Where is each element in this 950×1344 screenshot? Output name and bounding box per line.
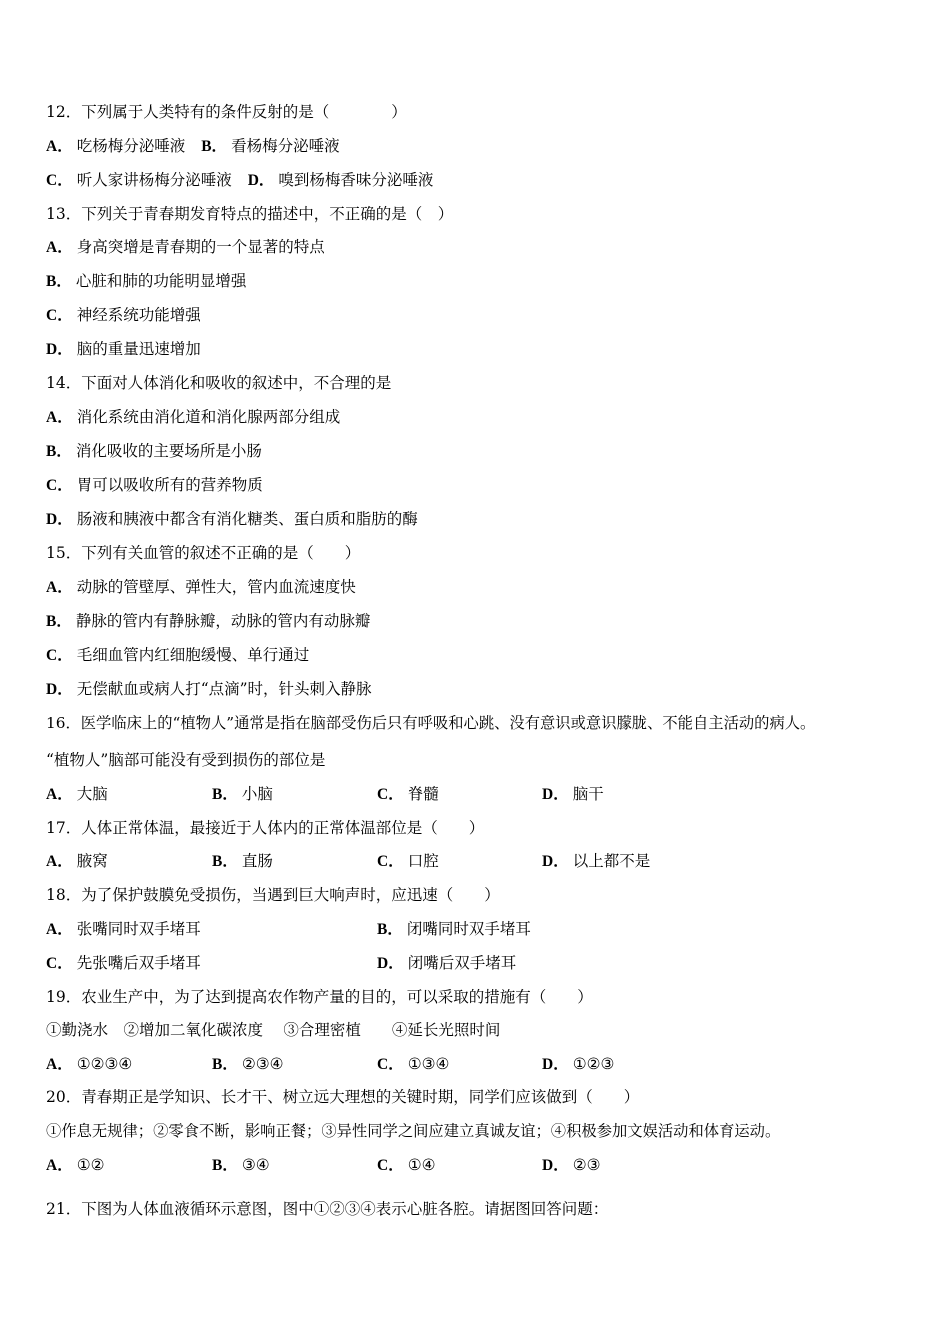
q16-stem-continued: “植物人”脑部可能没有受到损伤的部位是 [46, 751, 326, 769]
q19-d-text: ①②③ [572, 1055, 615, 1073]
q20-option-b [212, 1155, 270, 1176]
q15-d-text: 无偿献血或病人打“点滴”时，针头刺入静脉 [76, 680, 372, 698]
q20-a-label: A． [46, 1157, 73, 1174]
q12-options-cd [46, 170, 433, 191]
q19-c-text: ①③④ [407, 1055, 450, 1073]
q12-c-text: 听人家讲杨梅分泌唾液 [76, 171, 232, 189]
q20-b-label: B． [212, 1157, 238, 1174]
q17-option-c [377, 851, 439, 872]
q12-c-label: C． [46, 172, 73, 189]
q17-a-text: 腋窝 [76, 852, 108, 870]
q17-stem: 17．人体正常体温，最接近于人体内的正常体温部位是（ ） [46, 819, 485, 837]
q19-stem: 19．农业生产中，为了达到提高农作物产量的目的，可以采取的措施有（ ） [46, 988, 593, 1006]
q16-stem: 16．医学临床上的“植物人”通常是指在脑部受伤后只有呼吸和心跳、没有意识或意识朦胧、不能自主活动的病人。 [46, 714, 816, 732]
q12-d-text: 嗅到杨梅香味分泌唾液 [278, 171, 434, 189]
q18-stem: 18．为了保护鼓膜免受损伤，当遇到巨大响声时，应迅速（ ） [46, 886, 500, 904]
q14-option-b [46, 441, 262, 462]
q16-option-c [377, 784, 439, 805]
q16-option-d [542, 784, 604, 805]
q12-options-ab [46, 136, 340, 157]
q17-b-text: 直肠 [241, 852, 273, 870]
q20-option-a [46, 1155, 105, 1176]
q13-option-c [46, 305, 201, 326]
q13-b-label: B． [46, 273, 72, 290]
q21-stem: 21．下图为人体血液循环示意图，图中①②③④表示心脏各腔。请据图回答问题： [46, 1200, 609, 1218]
q16-option-a [46, 784, 108, 805]
q16-option-b [212, 784, 273, 805]
q13-c-label: C． [46, 307, 73, 324]
q14-option-c [46, 475, 263, 496]
q20-stem: 20．青春期正是学知识、长才干、树立远大理想的关键时期，同学们应该做到（ ） [46, 1088, 640, 1106]
q14-d-text: 肠液和胰液中都含有消化糖类、蛋白质和脂肪的酶 [76, 510, 418, 528]
q19-items: ①勤浇水 ②增加二氧化碳浓度 ③合理密植 ④延长光照时间 [46, 1021, 501, 1039]
q15-option-a [46, 577, 356, 598]
q15-a-text: 动脉的管壁厚、弹性大，管内血流速度快 [76, 578, 356, 596]
q18-d-text: 闭嘴后双手堵耳 [407, 954, 517, 972]
q15-c-text: 毛细血管内红细胞缓慢、单行通过 [76, 646, 310, 664]
q12-a-text: 吃杨梅分泌唾液 [76, 137, 186, 155]
q14-a-label: A． [46, 409, 73, 426]
q19-c-label: C． [377, 1056, 404, 1073]
q18-b-text: 闭嘴同时双手堵耳 [406, 920, 531, 938]
q19-option-b [212, 1054, 284, 1075]
q15-d-label: D． [46, 681, 73, 698]
q17-option-b [212, 851, 273, 872]
q18-option-b [377, 919, 531, 940]
q19-option-c [377, 1054, 449, 1075]
q20-d-label: D． [542, 1157, 569, 1174]
q14-b-text: 消化吸收的主要场所是小肠 [75, 442, 262, 460]
q16-d-text: 脑干 [572, 785, 604, 803]
q19-a-label: A． [46, 1056, 73, 1073]
q15-stem: 15．下列有关血管的叙述不正确的是（ ） [46, 544, 361, 562]
q13-d-label: D． [46, 341, 73, 358]
q14-option-a [46, 407, 340, 428]
q12-stem: 12．下列属于人类特有的条件反射的是（ ） [46, 103, 407, 121]
q14-a-text: 消化系统由消化道和消化腺两部分组成 [76, 408, 341, 426]
q13-stem: 13．下列关于青春期发育特点的描述中，不正确的是（ ） [46, 205, 454, 223]
q14-option-d [46, 509, 418, 530]
q20-items: ①作息无规律；②零食不断，影响正餐；③异性同学之间应建立真诚友谊；④积极参加文娱活动和体育运动。 [46, 1122, 781, 1140]
q18-b-label: B． [377, 921, 403, 938]
q14-c-text: 胃可以吸收所有的营养物质 [76, 476, 263, 494]
q19-d-label: D． [542, 1056, 569, 1073]
q15-a-label: A． [46, 579, 73, 596]
q15-option-d [46, 679, 372, 700]
q20-a-text: ①② [76, 1156, 105, 1174]
q19-option-a [46, 1054, 132, 1075]
q19-b-text: ②③④ [241, 1055, 284, 1073]
q18-c-text: 先张嘴后双手堵耳 [76, 954, 201, 972]
q15-c-label: C． [46, 647, 73, 664]
q18-a-text: 张嘴同时双手堵耳 [76, 920, 201, 938]
q16-b-label: B． [212, 786, 238, 803]
q18-a-label: A． [46, 921, 73, 938]
q17-option-d [542, 851, 650, 872]
q12-b-text: 看杨梅分泌唾液 [231, 137, 340, 155]
q15-b-label: B． [46, 613, 72, 630]
q13-a-label: A． [46, 239, 73, 256]
q17-d-label: D． [542, 853, 569, 870]
q13-c-text: 神经系统功能增强 [76, 306, 201, 324]
q19-a-text: ①②③④ [76, 1055, 133, 1073]
q18-option-d [377, 953, 516, 974]
q19-b-label: B． [212, 1056, 238, 1073]
q17-b-label: B． [212, 853, 238, 870]
q13-d-text: 脑的重量迅速增加 [76, 340, 201, 358]
q18-option-a [46, 919, 201, 940]
q12-a-label: A． [46, 138, 73, 155]
q13-a-text: 身高突增是青春期的一个显著的特点 [76, 238, 325, 256]
q12-b-label: B． [201, 138, 228, 155]
q13-option-d [46, 339, 201, 360]
q16-b-text: 小脑 [241, 785, 273, 803]
q16-c-text: 脊髓 [407, 785, 439, 803]
q14-stem: 14．下面对人体消化和吸收的叙述中，不合理的是 [46, 374, 392, 392]
q20-c-text: ①④ [407, 1156, 436, 1174]
q16-d-label: D． [542, 786, 569, 803]
q13-option-a [46, 237, 325, 258]
q20-b-text: ③④ [241, 1156, 270, 1174]
q16-a-text: 大脑 [76, 785, 108, 803]
q15-option-c [46, 645, 309, 666]
q14-b-label: B． [46, 443, 72, 460]
q17-a-label: A． [46, 853, 73, 870]
q13-option-b [46, 271, 246, 292]
q20-option-d [542, 1155, 601, 1176]
q13-b-text: 心脏和肺的功能明显增强 [75, 272, 247, 290]
q20-option-c [377, 1155, 436, 1176]
q15-b-text: 静脉的管内有静脉瓣，动脉的管内有动脉瓣 [75, 612, 371, 630]
q18-d-label: D． [377, 955, 404, 972]
q20-c-label: C． [377, 1157, 404, 1174]
q19-option-d [542, 1054, 614, 1075]
q14-d-label: D． [46, 511, 73, 528]
q16-a-label: A． [46, 786, 73, 803]
q18-c-label: C． [46, 955, 73, 972]
q12-d-label: D． [247, 172, 275, 189]
q17-d-text: 以上都不是 [572, 852, 651, 870]
q15-option-b [46, 611, 370, 632]
q17-c-text: 口腔 [407, 852, 439, 870]
q17-c-label: C． [377, 853, 404, 870]
q17-option-a [46, 851, 108, 872]
q18-option-c [46, 953, 201, 974]
q16-c-label: C． [377, 786, 404, 803]
q20-d-text: ②③ [572, 1156, 601, 1174]
q14-c-label: C． [46, 477, 73, 494]
